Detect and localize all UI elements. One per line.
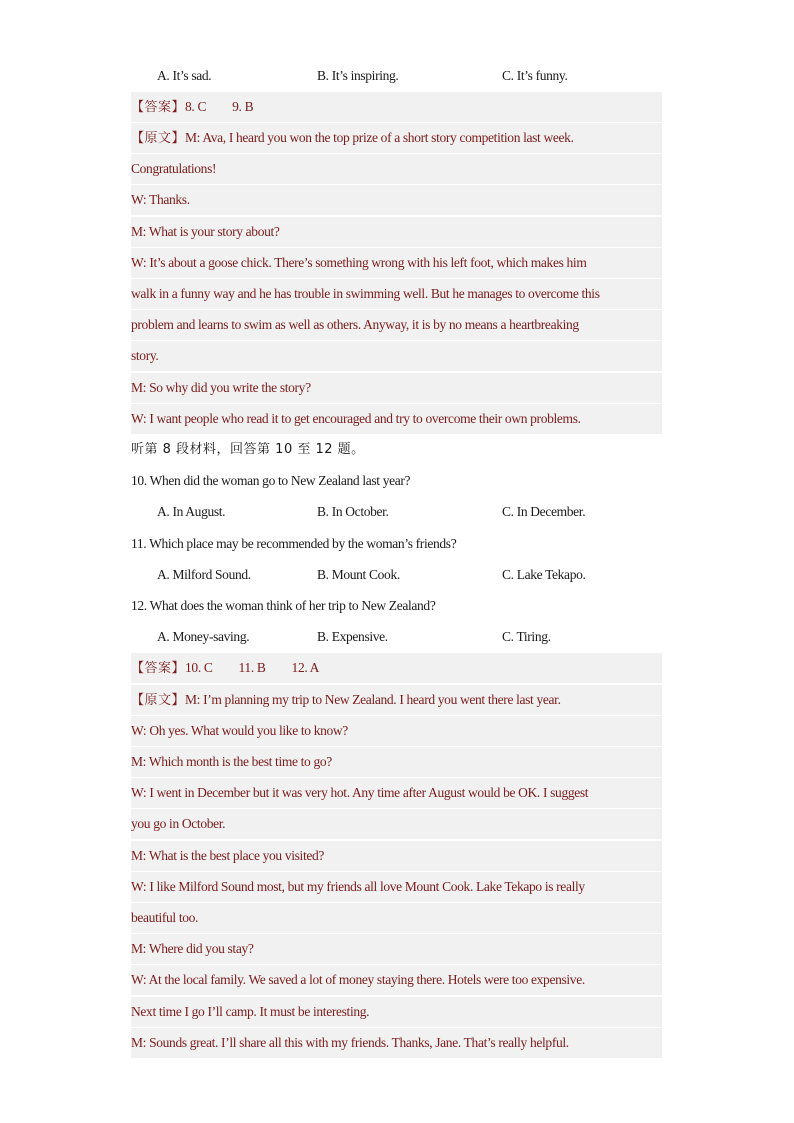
transcript-label: 【原文】 bbox=[131, 693, 186, 708]
answer-11: 11. B bbox=[238, 660, 266, 675]
transcript-line bbox=[131, 123, 662, 153]
option-b: B. In October. bbox=[317, 504, 389, 519]
transcript-line: M: Which month is the best time to go? bbox=[131, 747, 662, 777]
transcript-line bbox=[131, 685, 662, 715]
transcript-line: W: I like Milford Sound most, but my friends all love Mount Cook. Lake Tekapo is really bbox=[131, 872, 662, 902]
transcript-line: M: What is the best place you visited? bbox=[131, 841, 662, 871]
transcript-line: M: So why did you write the story? bbox=[131, 373, 662, 403]
option-a: A. Milford Sound. bbox=[157, 567, 251, 582]
option-c: C. In December. bbox=[502, 504, 586, 519]
section-heading: 听第 8 段材料，回答第 10 至 12 题。 bbox=[131, 442, 365, 457]
option-c: C. Tiring. bbox=[502, 629, 551, 644]
q9-option-a: A. It’s sad. bbox=[157, 68, 212, 83]
q9-option-c: C. It’s funny. bbox=[502, 68, 568, 83]
answer-10: 10. C bbox=[185, 660, 213, 675]
transcript-line: W: It’s about a goose chick. There’s something wrong with his left foot, which makes him bbox=[131, 248, 662, 278]
answer-8: 8. C bbox=[185, 99, 207, 114]
transcript-label: 【原文】 bbox=[131, 131, 186, 146]
answer-12: 12. A bbox=[291, 660, 320, 675]
question-options-row bbox=[131, 497, 662, 527]
option-b: B. Mount Cook. bbox=[317, 567, 400, 582]
q9-options-row bbox=[131, 61, 662, 91]
question-stem: 12. What does the woman think of her trip to New Zealand? bbox=[131, 598, 436, 613]
transcript-line: M: What is your story about? bbox=[131, 217, 662, 247]
transcript-line: W: At the local family. We saved a lot of money staying there. Hotels were too expensive. bbox=[131, 965, 662, 995]
transcript-line: you go in October. bbox=[131, 809, 662, 839]
question-options-row bbox=[131, 622, 662, 652]
question-stem: 11. Which place may be recommended by the woman’s friends? bbox=[131, 536, 457, 551]
answer-9: 9. B bbox=[232, 99, 254, 114]
transcript-line: Next time I go I’ll camp. It must be interesting. bbox=[131, 997, 662, 1027]
answer-label: 【答案】 bbox=[131, 661, 186, 676]
transcript-line: problem and learns to swim as well as others. Anyway, it is by no means a heartbreaking bbox=[131, 310, 662, 340]
transcript-line: beautiful too. bbox=[131, 903, 662, 933]
question-stem: 10. When did the woman go to New Zealand last year? bbox=[131, 473, 411, 488]
transcript-text: M: Ava, I heard you won the top prize of a short story competition last week. bbox=[185, 130, 574, 145]
answer-block-8-9 bbox=[131, 92, 662, 122]
question-options-row bbox=[131, 560, 662, 590]
transcript-line: Congratulations! bbox=[131, 154, 662, 184]
transcript-line: W: Oh yes. What would you like to know? bbox=[131, 716, 662, 746]
option-b: B. Expensive. bbox=[317, 629, 388, 644]
transcript-line: W: I went in December but it was very hot. Any time after August would be OK. I suggest bbox=[131, 778, 662, 808]
transcript-line: M: Sounds great. I’ll share all this with my friends. Thanks, Jane. That’s really helpful. bbox=[131, 1028, 662, 1058]
transcript-line: M: Where did you stay? bbox=[131, 934, 662, 964]
q9-option-b: B. It’s inspiring. bbox=[317, 68, 399, 83]
option-c: C. Lake Tekapo. bbox=[502, 567, 586, 582]
answer-label: 【答案】 bbox=[131, 100, 186, 115]
transcript-line: W: I want people who read it to get encouraged and try to overcome their own problems. bbox=[131, 404, 662, 434]
transcript-text: M: I’m planning my trip to New Zealand. I heard you went there last year. bbox=[185, 692, 561, 707]
option-a: A. In August. bbox=[157, 504, 226, 519]
answer-block-10-12 bbox=[131, 653, 662, 683]
option-a: A. Money-saving. bbox=[157, 629, 250, 644]
transcript-line: story. bbox=[131, 341, 662, 371]
transcript-line: W: Thanks. bbox=[131, 185, 662, 215]
transcript-line: walk in a funny way and he has trouble in swimming well. But he manages to overcome this bbox=[131, 279, 662, 309]
